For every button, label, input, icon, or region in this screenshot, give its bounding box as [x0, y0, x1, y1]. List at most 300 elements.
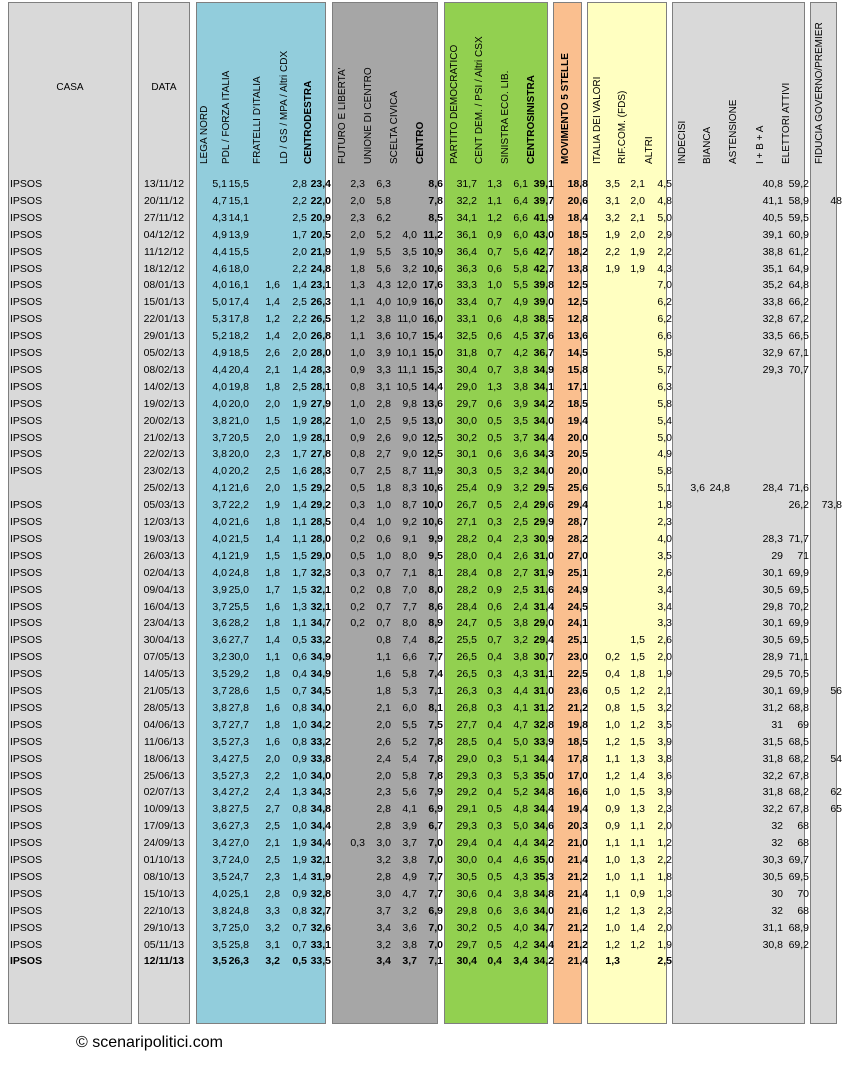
cell-idv: 0,9 [605, 820, 620, 833]
cell-csx: 35,0 [533, 769, 554, 782]
cell-fdi: 1,8 [265, 718, 280, 731]
cell-sel: 4,6 [513, 854, 528, 866]
cell-csx: 34,1 [533, 380, 554, 393]
cell-centro: 9,9 [428, 532, 443, 545]
cell-pd: 36,3 [456, 262, 477, 275]
cell-elettori: 58,9 [788, 194, 809, 207]
cell-pd: 27,7 [456, 718, 477, 731]
cell-ibea: 33,8 [762, 296, 783, 309]
cell-altri: 5,8 [657, 397, 672, 410]
cell-sc: 3,7 [402, 955, 417, 968]
cell-centdem: 0,6 [487, 397, 502, 410]
cell-ld: 0,7 [292, 938, 307, 951]
cell-casa: IPSOS [10, 532, 43, 545]
cell-ld: 1,7 [292, 448, 307, 461]
cell-centro: 11,9 [423, 465, 443, 478]
header-indecisi: INDECISI [677, 120, 688, 164]
cell-casa: IPSOS [10, 465, 43, 478]
cell-pdl: 19,8 [228, 380, 249, 393]
cell-lega: 4,0 [212, 887, 227, 900]
cell-altri: 2,3 [657, 516, 672, 528]
cell-altri: 3,6 [657, 769, 672, 782]
cell-m5s: 15,8 [567, 363, 588, 376]
credit-text: © scenaripolitici.com [76, 1034, 223, 1051]
cell-m5s: 21,6 [567, 904, 588, 917]
cell-elettori: 61,2 [788, 245, 809, 258]
cell-udc: 2,8 [376, 397, 391, 410]
cell-udc: 0,8 [376, 583, 391, 596]
cell-altri: 4,3 [657, 262, 672, 275]
cell-m5s: 18,8 [567, 178, 588, 190]
cell-centro: 10,6 [422, 516, 443, 528]
cell-data: 08/10/13 [143, 870, 185, 883]
cell-m5s: 22,5 [567, 668, 588, 681]
cell-pd: 32,5 [456, 330, 477, 343]
cell-csx: 36,7 [533, 347, 554, 359]
cell-casa: IPSOS [10, 194, 43, 207]
cell-pd: 26,7 [456, 499, 477, 512]
cell-elettori: 66,5 [788, 330, 809, 343]
cell-m5s: 17,8 [567, 752, 588, 765]
cell-casa: IPSOS [10, 516, 43, 528]
cell-casa: IPSOS [10, 870, 43, 883]
cell-elettori: 64,9 [788, 262, 809, 275]
cell-sc: 3,7 [402, 837, 417, 850]
cell-altri: 2,6 [657, 566, 672, 579]
cell-elettori: 69,7 [788, 854, 809, 866]
cell-ibea: 28,9 [762, 651, 783, 664]
cell-ld: 2,5 [292, 211, 307, 224]
cell-data: 24/09/13 [143, 837, 185, 850]
cell-ibea: 32,9 [762, 347, 783, 359]
cell-fdi: 2,5 [265, 465, 280, 478]
cell-sc: 3,2 [402, 262, 417, 275]
cell-sc: 9,1 [402, 532, 417, 545]
cell-sc: 8,0 [402, 617, 417, 630]
cell-fli: 2,3 [350, 211, 365, 224]
header-m5s: MOVIMENTO 5 STELLE [560, 53, 571, 164]
cell-pdl: 27,2 [228, 786, 249, 799]
cell-ibea: 28,3 [762, 532, 783, 545]
cell-casa: IPSOS [10, 380, 43, 393]
cell-ibea: 39,1 [762, 228, 783, 241]
cell-centro: 9,5 [428, 549, 443, 562]
cell-ld: 2,0 [292, 245, 307, 258]
cell-ld: 2,2 [292, 313, 307, 326]
cell-ld: 0,8 [292, 803, 307, 816]
cell-csx: 32,8 [533, 718, 554, 731]
cell-csx: 34,2 [533, 955, 554, 968]
cell-sc: 10,5 [396, 380, 417, 393]
cell-altri: 5,8 [657, 465, 672, 478]
cell-rif: 1,1 [630, 820, 645, 833]
cell-sel: 4,3 [513, 668, 528, 681]
cell-sel: 3,5 [513, 414, 528, 427]
cell-csx: 29,5 [533, 482, 554, 495]
cell-m5s: 13,6 [567, 330, 588, 343]
cell-ld: 1,3 [292, 786, 307, 799]
cell-lega: 4,9 [212, 347, 227, 359]
cell-fli: 0,9 [350, 363, 365, 376]
cell-sc: 10,1 [396, 347, 417, 359]
cell-fli: 0,9 [350, 431, 365, 444]
cell-fdi: 1,4 [265, 330, 280, 343]
cell-cdx: 33,2 [310, 735, 331, 748]
cell-cdx: 28,3 [310, 363, 331, 376]
cell-m5s: 19,4 [567, 414, 588, 427]
cell-idv: 1,1 [605, 887, 620, 900]
cell-cdx: 29,2 [310, 482, 331, 495]
cell-sel: 5,8 [513, 262, 528, 275]
cell-cdx: 33,2 [310, 634, 331, 647]
cell-pd: 29,1 [456, 803, 477, 816]
cell-udc: 3,0 [376, 837, 391, 850]
cell-fdi: 1,6 [265, 735, 280, 748]
cell-elettori: 69,5 [788, 583, 809, 596]
cell-pdl: 25,0 [228, 921, 249, 934]
cell-idv: 0,2 [605, 651, 620, 664]
cell-csx: 39,0 [533, 296, 554, 309]
cell-fiducia: 73,8 [821, 499, 842, 512]
cell-rif: 1,5 [630, 735, 645, 748]
cell-ibea: 30,1 [762, 566, 783, 579]
cell-data: 21/05/13 [143, 685, 185, 697]
cell-ld: 1,1 [292, 617, 307, 630]
cell-data: 25/06/13 [143, 769, 185, 782]
cell-fli: 0,4 [350, 516, 365, 528]
header-fiducia: FIDUCIA GOVERNO/PREMIER [814, 22, 825, 164]
cell-sc: 4,7 [402, 887, 417, 900]
cell-elettori: 60,9 [788, 228, 809, 241]
cell-lega: 3,4 [212, 837, 227, 850]
cell-centdem: 0,9 [487, 228, 502, 241]
cell-pdl: 17,4 [228, 296, 249, 309]
cell-centdem: 0,3 [487, 752, 502, 765]
cell-fdi: 1,8 [265, 516, 280, 528]
cell-centro: 12,5 [422, 431, 443, 444]
cell-casa: IPSOS [10, 583, 43, 596]
cell-lega: 4,1 [212, 482, 227, 495]
cell-centro: 16,0 [422, 296, 443, 309]
cell-elettori: 70,7 [788, 363, 809, 376]
cell-pd: 28,5 [456, 735, 477, 748]
cell-casa: IPSOS [10, 363, 43, 376]
cell-pdl: 20,2 [228, 465, 249, 478]
cell-pd: 30,5 [456, 870, 477, 883]
cell-centro: 14,4 [422, 380, 443, 393]
cell-centdem: 0,8 [487, 566, 502, 579]
cell-data: 02/04/13 [143, 566, 185, 579]
cell-altri: 5,1 [657, 482, 672, 495]
cell-casa: IPSOS [10, 262, 43, 275]
cell-pd: 36,1 [456, 228, 477, 241]
cell-lega: 4,4 [212, 245, 227, 258]
header-udc: UNIONE DI CENTRO [363, 67, 374, 164]
cell-ibea: 29,3 [762, 363, 783, 376]
cell-rif: 1,3 [630, 904, 645, 917]
cell-casa: IPSOS [10, 735, 43, 748]
cell-pd: 25,5 [456, 634, 477, 647]
cell-sel: 5,5 [513, 279, 528, 292]
cell-cdx: 27,9 [310, 397, 331, 410]
cell-altri: 2,9 [657, 228, 672, 241]
cell-elettori: 68 [797, 904, 809, 917]
cell-csx: 38,5 [533, 313, 554, 326]
cell-udc: 3,2 [376, 938, 391, 951]
cell-idv: 0,5 [605, 685, 620, 697]
cell-cdx: 28,1 [310, 431, 331, 444]
cell-data: 15/01/13 [143, 296, 185, 309]
cell-pd: 28,4 [456, 566, 477, 579]
cell-centro: 6,7 [428, 820, 443, 833]
cell-data: 08/02/13 [143, 363, 185, 376]
cell-pd: 30,6 [456, 887, 477, 900]
cell-ibea: 31,8 [762, 752, 783, 765]
cell-centro: 7,7 [428, 870, 443, 883]
cell-pd: 30,0 [456, 854, 477, 866]
cell-centro: 7,7 [428, 651, 443, 664]
cell-csx: 43,0 [533, 228, 554, 241]
cell-pd: 29,2 [456, 786, 477, 799]
cell-centdem: 0,3 [487, 769, 502, 782]
cell-udc: 3,4 [376, 921, 391, 934]
cell-cdx: 27,8 [310, 448, 331, 461]
cell-pdl: 21,9 [228, 549, 249, 562]
cell-pdl: 24,7 [228, 870, 249, 883]
cell-sel: 3,7 [513, 431, 528, 444]
cell-lega: 4,3 [212, 211, 227, 224]
header-fli: FUTURO E LIBERTA' [337, 67, 348, 164]
cell-centro: 10,9 [422, 245, 443, 258]
cell-cdx: 24,8 [310, 262, 331, 275]
cell-centdem: 0,4 [487, 837, 502, 850]
cell-ld: 1,4 [292, 279, 307, 292]
cell-data: 12/11/13 [143, 955, 185, 968]
cell-casa: IPSOS [10, 718, 43, 731]
cell-fli: 1,0 [350, 397, 365, 410]
cell-ld: 2,5 [292, 296, 307, 309]
cell-centdem: 1,3 [487, 380, 502, 393]
cell-sc: 6,0 [402, 701, 417, 714]
cell-pdl: 25,5 [228, 600, 249, 613]
cell-centro: 7,7 [428, 887, 443, 900]
cell-centro: 7,1 [428, 685, 443, 697]
cell-m5s: 18,4 [567, 211, 588, 224]
cell-cdx: 32,8 [310, 887, 331, 900]
cell-sel: 3,8 [513, 887, 528, 900]
cell-centdem: 0,5 [487, 431, 502, 444]
cell-pd: 31,8 [456, 347, 477, 359]
cell-cdx: 26,5 [310, 313, 331, 326]
cell-fli: 1,0 [350, 347, 365, 359]
cell-ibea: 28,4 [762, 482, 783, 495]
cell-fli: 2,3 [350, 178, 365, 190]
cell-sc: 5,3 [402, 685, 417, 697]
cell-pdl: 24,8 [228, 904, 249, 917]
cell-ld: 0,7 [292, 921, 307, 934]
cell-m5s: 23,6 [567, 685, 588, 697]
cell-pdl: 21,5 [228, 532, 249, 545]
cell-centdem: 0,7 [487, 296, 502, 309]
cell-indecisi: 3,6 [690, 482, 705, 495]
cell-pd: 33,1 [456, 313, 477, 326]
cell-csx: 34,8 [533, 887, 554, 900]
cell-fli: 0,2 [350, 617, 365, 630]
cell-centdem: 0,5 [487, 921, 502, 934]
cell-lega: 3,7 [212, 854, 227, 866]
cell-lega: 3,7 [212, 600, 227, 613]
cell-udc: 1,0 [376, 516, 391, 528]
cell-fli: 2,0 [350, 194, 365, 207]
cell-casa: IPSOS [10, 803, 43, 816]
cell-altri: 7,0 [657, 279, 672, 292]
cell-data: 27/11/12 [143, 211, 185, 224]
cell-idv: 2,2 [605, 245, 620, 258]
cell-data: 08/01/13 [143, 279, 185, 292]
cell-data: 30/04/13 [143, 634, 185, 647]
cell-fiducia: 65 [830, 803, 842, 816]
cell-centro: 12,5 [422, 448, 443, 461]
cell-altri: 2,0 [657, 921, 672, 934]
cell-sc: 4,0 [402, 228, 417, 241]
cell-idv: 1,0 [605, 854, 620, 866]
cell-udc: 2,6 [376, 735, 391, 748]
cell-centdem: 0,6 [487, 448, 502, 461]
cell-sel: 4,9 [513, 296, 528, 309]
cell-idv: 1,2 [605, 938, 620, 951]
cell-pd: 34,1 [456, 211, 477, 224]
cell-cdx: 34,7 [310, 617, 331, 630]
cell-centdem: 0,4 [487, 786, 502, 799]
cell-lega: 3,7 [212, 499, 227, 512]
cell-rif: 1,5 [630, 701, 645, 714]
cell-fiducia: 56 [830, 685, 842, 697]
cell-data: 23/02/13 [143, 465, 185, 478]
cell-m5s: 12,5 [567, 279, 588, 292]
cell-centdem: 0,7 [487, 634, 502, 647]
cell-idv: 3,1 [605, 194, 620, 207]
cell-altri: 2,1 [657, 685, 672, 697]
cell-udc: 0,7 [376, 600, 391, 613]
cell-lega: 5,1 [212, 178, 227, 190]
cell-data: 25/02/13 [143, 482, 185, 495]
cell-fiducia: 54 [830, 752, 842, 765]
cell-ld: 0,5 [292, 634, 307, 647]
cell-cdx: 22,0 [310, 194, 331, 207]
cell-rif: 1,5 [630, 634, 645, 647]
cell-sc: 3,2 [402, 904, 417, 917]
cell-elettori: 69,5 [788, 634, 809, 647]
cell-sel: 6,4 [513, 194, 528, 207]
cell-altri: 3,9 [657, 786, 672, 799]
cell-fdi: 1,1 [265, 651, 280, 664]
cell-elettori: 68 [797, 837, 809, 850]
cell-idv: 1,0 [605, 786, 620, 799]
cell-centdem: 0,4 [487, 532, 502, 545]
cell-sel: 4,2 [513, 347, 528, 359]
cell-ibea: 30,5 [762, 870, 783, 883]
cell-udc: 2,8 [376, 870, 391, 883]
cell-ld: 1,0 [292, 718, 307, 731]
cell-ibea: 30,8 [762, 938, 783, 951]
cell-ld: 1,5 [292, 482, 307, 495]
cell-ld: 1,4 [292, 870, 307, 883]
cell-pdl: 27,7 [228, 718, 249, 731]
cell-sel: 3,8 [513, 363, 528, 376]
cell-m5s: 20,5 [567, 448, 588, 461]
cell-elettori: 68,8 [788, 701, 809, 714]
cell-centdem: 0,4 [487, 735, 502, 748]
cell-idv: 1,2 [605, 769, 620, 782]
cell-m5s: 28,2 [567, 532, 588, 545]
cell-idv: 1,1 [605, 837, 620, 850]
cell-altri: 4,8 [657, 194, 672, 207]
header-centdem: CENT DEM. / PSI / Altri CSX [474, 36, 485, 164]
cell-sel: 6,0 [513, 228, 528, 241]
cell-fdi: 2,0 [265, 397, 280, 410]
cell-lega: 4,7 [212, 194, 227, 207]
cell-rif: 1,5 [630, 786, 645, 799]
cell-ibea: 35,1 [762, 262, 783, 275]
header-ibea: I + B + A [755, 125, 766, 164]
cell-ld: 0,6 [292, 651, 307, 664]
cell-fdi: 1,5 [265, 549, 280, 562]
cell-m5s: 20,0 [567, 465, 588, 478]
cell-data: 14/05/13 [143, 668, 185, 681]
cell-centdem: 0,9 [487, 583, 502, 596]
cell-centro: 7,8 [428, 769, 443, 782]
cell-rif: 1,9 [630, 262, 645, 275]
cell-fli: 2,0 [350, 228, 365, 241]
cell-lega: 4,0 [212, 279, 227, 292]
cell-pdl: 15,5 [228, 178, 249, 190]
cell-altri: 1,9 [657, 668, 672, 681]
cell-lega: 3,5 [212, 769, 227, 782]
cell-cdx: 32,6 [310, 921, 331, 934]
cell-m5s: 24,9 [567, 583, 588, 596]
cell-lega: 3,4 [212, 786, 227, 799]
cell-fli: 0,3 [350, 566, 365, 579]
cell-centro: 10,0 [422, 499, 443, 512]
cell-fdi: 2,0 [265, 431, 280, 444]
cell-casa: IPSOS [10, 397, 43, 410]
cell-ld: 2,0 [292, 347, 307, 359]
cell-udc: 3,2 [376, 854, 391, 866]
cell-fdi: 3,2 [265, 921, 280, 934]
cell-data: 20/02/13 [143, 414, 185, 427]
cell-ld: 1,6 [292, 465, 307, 478]
cell-cdx: 26,8 [310, 330, 331, 343]
cell-fdi: 3,1 [265, 938, 280, 951]
cell-altri: 3,4 [657, 600, 672, 613]
cell-bianca: 24,8 [709, 482, 730, 495]
cell-ibea: 29,5 [762, 668, 783, 681]
cell-casa: IPSOS [10, 448, 43, 461]
cell-altri: 3,8 [657, 752, 672, 765]
cell-lega: 3,8 [212, 414, 227, 427]
header-cdx: CENTRODESTRA [303, 80, 314, 164]
cell-fdi: 2,7 [265, 803, 280, 816]
cell-csx: 34,3 [533, 448, 554, 461]
cell-sel: 3,8 [513, 380, 528, 393]
cell-ibea: 40,8 [762, 178, 783, 190]
cell-casa: IPSOS [10, 634, 43, 647]
cell-fdi: 1,8 [265, 566, 280, 579]
cell-ibea: 30,5 [762, 634, 783, 647]
cell-udc: 3,8 [376, 313, 391, 326]
cell-casa: IPSOS [10, 701, 43, 714]
cell-altri: 3,3 [657, 617, 672, 630]
